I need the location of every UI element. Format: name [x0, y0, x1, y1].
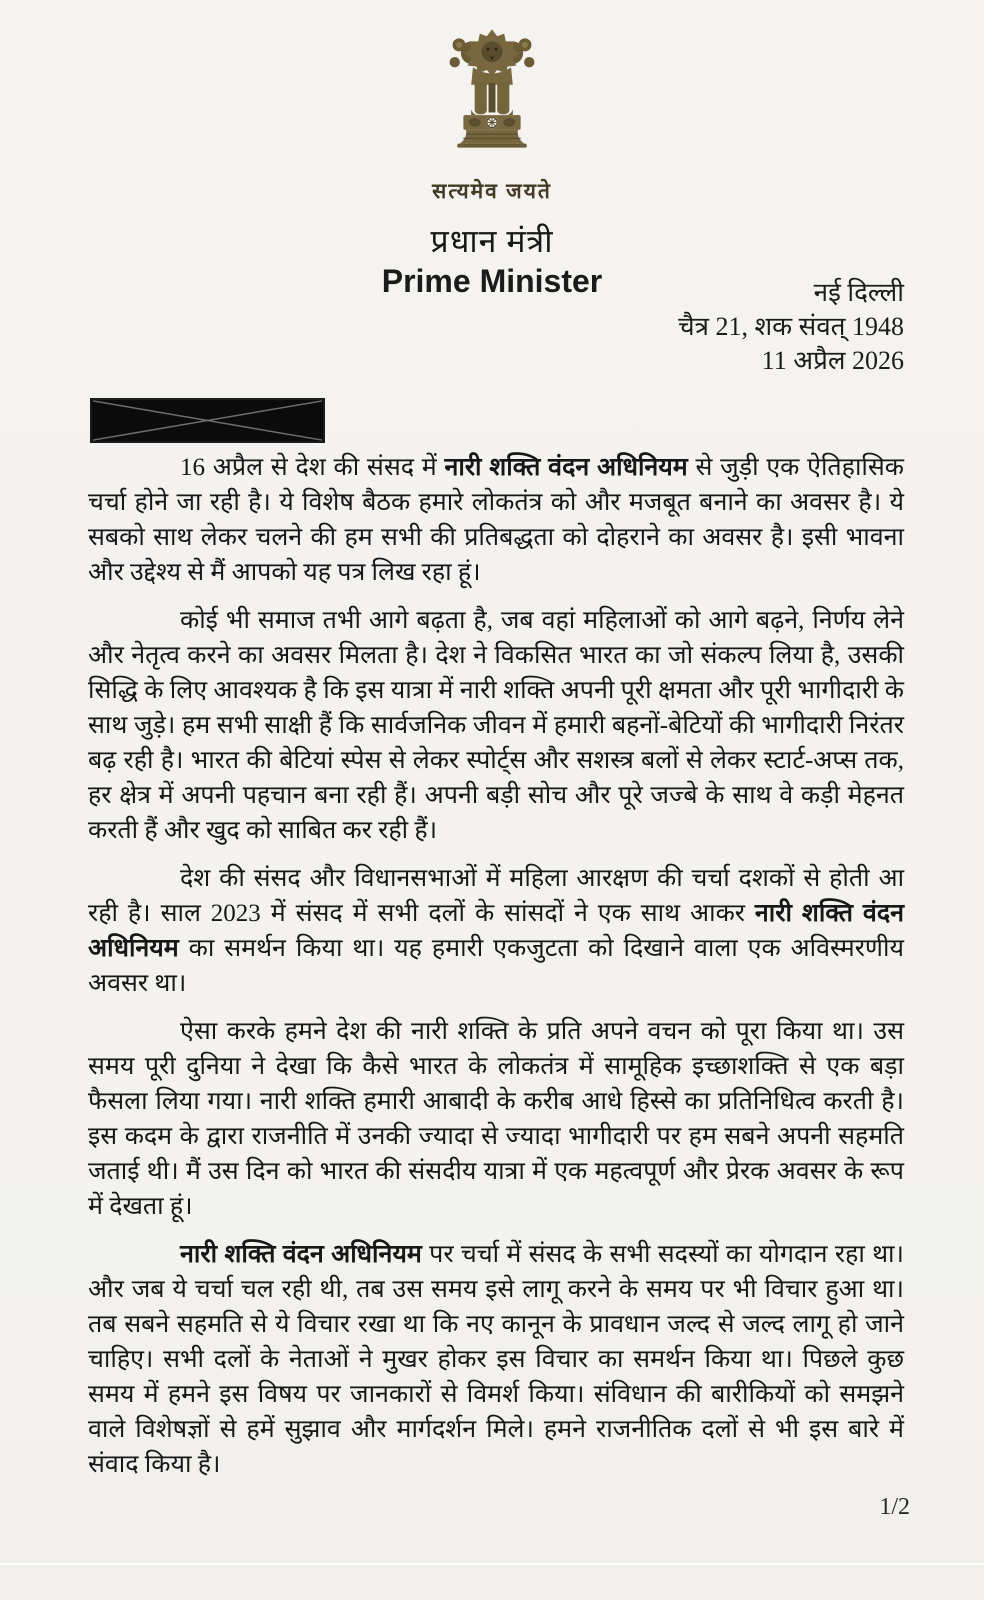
letterhead	[0, 0, 984, 300]
text-run: ऐसा करके हमने देश की नारी शक्ति के प्रति अपने वचन को पूरा किया था। उस समय पूरी दुनिया ने देखा कि कैसे भारत के लोकतंत्र में सामूहिक इच्छाशक्ति से एक बड़ा फैसला लिया गया। नारी शक्ति हमारी आबादी के करीब आधे हिस्से का प्रतिनिधित्व करती है। इस कदम के द्वारा राजनीति में उनकी ज्यादा से ज्यादा भागीदारी पर हम सबने अपनी सहमति जताई थी। मैं उस दिन को भारत की संसदीय यात्रा में एक महत्वपूर्ण और प्रेरक अवसर के रूप में देखता हूं।	[88, 1018, 904, 1220]
scanned-page-edge	[0, 1563, 984, 1565]
dateline-place: नई दिल्ली	[813, 278, 904, 307]
text-run: से जुड़ी एक ऐतिहासिक चर्चा होने जा रही है। ये विशेष बैठक हमारे लोकतंत्र को और मजबूत बनाने का अवसर है। ये सबको साथ लेकर चलने की हम सभी की प्रतिबद्धता को दोहराने का अवसर है। इसी भावना और उद्देश्य से मैं आपको यह पत्र लिख रहा हूं।	[88, 454, 904, 586]
motto-satyameva-jayate: सत्यमेव जयते	[432, 179, 552, 203]
body-paragraph-3	[88, 861, 904, 1001]
title-english: Prime Minister	[381, 263, 603, 299]
redacted-addressee-box	[90, 398, 325, 443]
text-run: 16 अप्रैल से देश की संसद में	[180, 454, 445, 481]
text-run: कोई भी समाज तभी आगे बढ़ता है, जब वहां महिलाओं को आगे बढ़ने, निर्णय लेने और नेतृत्व करने का अवसर मिलता है। देश ने विकसित भारत का जो संकल्प लिया है, उसकी सिद्धि के लिए आवश्यक है कि इस यात्रा में नारी शक्ति अपनी पूरी क्षमता और पूरी भागीदारी के साथ जुड़े। हम सभी साक्षी हैं कि सार्वजनिक जीवन में हमारी बहनों-बेटियों की भागीदारी निरंतर बढ़ रही है। भारत की बेटियां स्पेस से लेकर स्पोर्ट्स और सशस्त्र बलों से लेकर स्टार्ट-अप्स तक, हर क्षेत्र में अपनी पहचान बना रही हैं। अपनी बड़ी सोच और पूरे जज्बे के साथ वे कड़ी मेहनत करती हैं और खुद को साबित कर रही हैं।	[88, 607, 904, 844]
body-paragraph-4	[88, 1014, 904, 1224]
redaction-cross-icon	[92, 400, 323, 441]
national-emblem-icon	[0, 22, 984, 175]
body-paragraph-5	[88, 1237, 904, 1482]
dateline-saka-date: चैत्र 21, शक संवत् 1948	[678, 312, 904, 341]
body-paragraph-1	[88, 450, 904, 590]
text-run-bold: नारी शक्ति वंदन अधिनियम	[444, 454, 688, 481]
text-run: पर चर्चा में संसद के सभी सदस्यों का योगदान रहा था। और जब ये चर्चा चल रही थी, तब उस समय इसे लागू करने के समय पर भी विचार हुआ था। तब सबने सहमति से ये विचार रखा था कि नए कानून के प्रावधान जल्द से जल्द लागू हो जाने चाहिए। सभी दलों के नेताओं ने मुखर होकर इस विचार का समर्थन किया था। पिछले कुछ समय में हमने इस विषय पर जानकारों से विमर्श किया। संविधान की बारीकियों को समझने वाले विशेषज्ञों से हमें सुझाव और मार्गदर्शन मिले। हमने राजनीतिक दलों से भी इस बारे में संवाद किया है।	[88, 1241, 905, 1478]
text-run: देश की संसद और विधानसभाओं में महिला आरक्षण की चर्चा दशकों से होती आ रही है। साल 2023 में संसद में सभी दलों के सांसदों ने एक साथ आकर	[88, 865, 904, 927]
dateline	[678, 276, 904, 378]
body-paragraph-2	[88, 603, 904, 848]
text-run: का समर्थन किया था। यह हमारी एकजुटता को दिखाने वाला एक अविस्मरणीय अवसर था।	[88, 935, 904, 997]
text-run-bold: नारी शक्ति वंदन अधिनियम	[180, 1241, 422, 1268]
title-hindi: प्रधान मंत्री	[430, 223, 554, 259]
text-run-bold: नारी शक्ति वंदन अधिनियम	[88, 900, 904, 962]
dateline-gregorian-date: 11 अप्रैल 2026	[761, 346, 904, 375]
letter-body	[88, 450, 904, 1495]
page-number: 1/2	[879, 1494, 910, 1520]
